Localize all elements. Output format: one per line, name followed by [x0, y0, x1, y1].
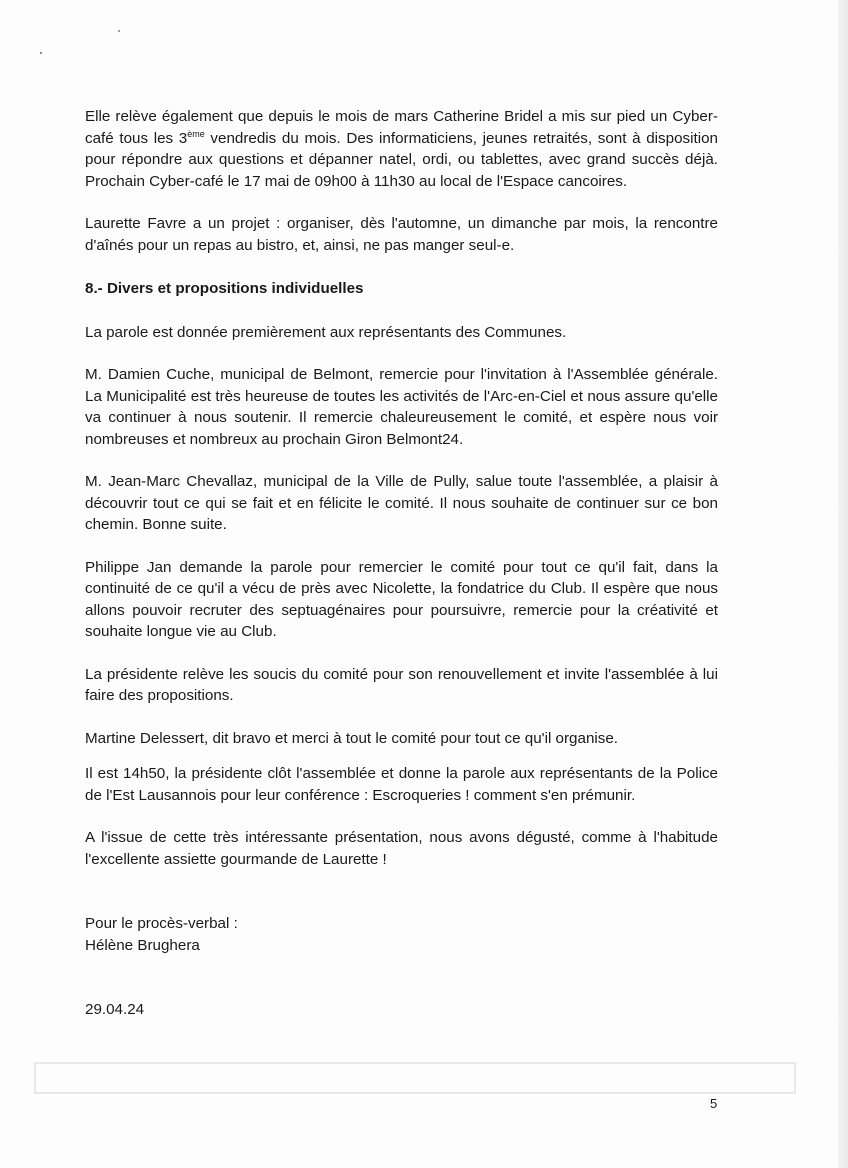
bleed-through-box	[34, 1062, 796, 1094]
section-heading: 8.- Divers et propositions individuelles	[85, 280, 364, 297]
scan-speck	[40, 52, 42, 54]
document-body	[85, 106, 718, 1021]
paragraph-cyber-cafe	[85, 106, 718, 192]
paragraph-presidente: La présidente relève les soucis du comité pour son renouvellement et invite l'assemblée à lui faire des propositions.	[85, 665, 718, 704]
signature-label: Pour le procès-verbal :	[85, 915, 238, 932]
paragraph-text: vendredis du mois. Des informaticiens, jeunes retraités, sont à disposition pour répondre aux questions et dépanner natel, ordi, ou tablettes, avec grand succès déjà. Prochain Cyber-café le 17 mai de 09h00 à 11h30 au local de l'Espace cancoires.	[85, 129, 718, 190]
signature-name: Hélène Brughera	[85, 936, 200, 954]
paragraph-communes: La parole est donnée premièrement aux représentants des Communes.	[85, 323, 567, 341]
paragraph-cloture: Il est 14h50, la présidente clôt l'assemblée et donne la parole aux représentants de la Police de l'Est Lausannois pour leur conférence : Escroqueries ! comment s'en prémunir.	[85, 765, 718, 804]
paragraph-laurette-project: Laurette Favre a un projet : organiser, dès l'automne, un dimanche par mois, la rencontre d'aînés pour un repas au bistro, et, ainsi, ne pas manger seul-e.	[85, 215, 718, 254]
document-date: 29.04.24	[85, 1001, 145, 1018]
scan-speck	[118, 30, 120, 32]
paragraph-assiette: A l'issue de cette très intéressante présentation, nous avons dégusté, comme à l'habitude l'excellente assiette gourmande de Laurette !	[85, 829, 718, 868]
superscript: ème	[187, 128, 205, 139]
paragraph-martine: Martine Delessert, dit bravo et merci à tout le comité pour tout ce qu'il organise.	[85, 729, 619, 747]
paragraph-pully: M. Jean-Marc Chevallaz, municipal de la Ville de Pully, salue toute l'assemblée, a plaisir à découvrir tout ce qui se fait et en félicite le comité. Il nous souhaite de continuer sur ce bon chemin. Bonne suite.	[85, 473, 718, 533]
page-number: 5	[710, 1096, 718, 1111]
paragraph-text: Elle relève également que depuis le mois de mars Catherine Bridel a mis sur pied un Cyber-café tous les 3	[85, 108, 718, 147]
paragraph-belmont: M. Damien Cuche, municipal de Belmont, remercie pour l'invitation à l'Assemblée générale. La Municipalité est très heureuse de toutes les activités de l'Arc-en-Ciel et nous assure qu'elle va continuer à nous soutenir. Il remercie chaleureusement le comité, et espère nous voir nombreuses et nombreux au prochain Giron Belmont24.	[85, 366, 718, 448]
paragraph-philippe-jan: Philippe Jan demande la parole pour remercier le comité pour tout ce qu'il fait, dans la continuité de ce qu'il a vécu de près avec Nicolette, la fondatrice du Club. Il espère que nous allons pouvoir recruter des septuagénaires pour poursuivre, remercie pour la créativité et souhaite longue vie au Club.	[85, 558, 718, 640]
page-edge-shadow	[838, 0, 848, 1168]
